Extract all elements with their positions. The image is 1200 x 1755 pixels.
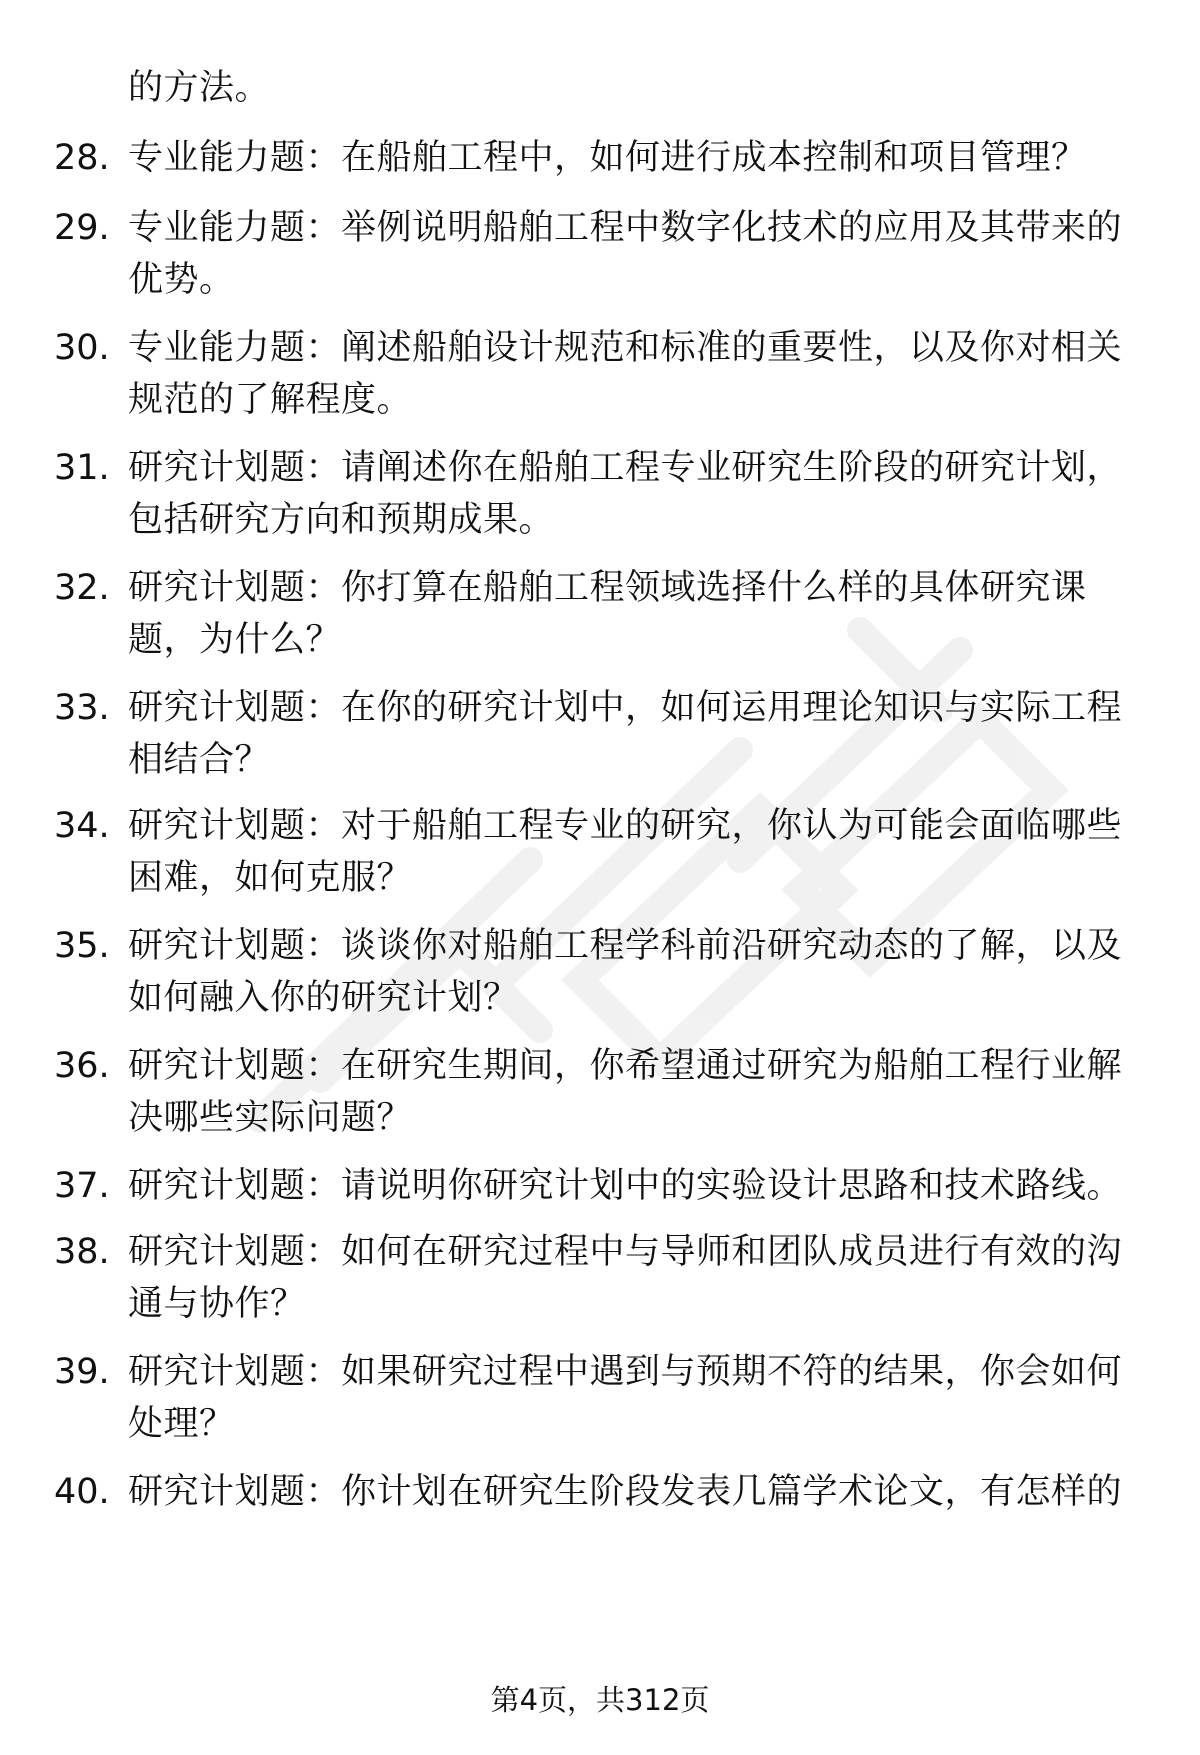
item-text: [128, 1226, 1148, 1330]
item-text-line: 处理？: [128, 1404, 235, 1444]
item-number: 31.: [54, 448, 110, 488]
item-number: 30.: [54, 328, 110, 368]
item-text: [128, 562, 1148, 666]
item-text-line: 困难，如何克服？: [128, 858, 413, 898]
item-number: 36.: [54, 1046, 110, 1086]
item-number: 39.: [54, 1352, 110, 1392]
item-text-line: 研究计划题：如果研究过程中遇到与预期不符的结果，你会如何: [128, 1352, 1123, 1392]
item-number: 32.: [54, 568, 110, 608]
item-number: 33.: [54, 688, 110, 728]
item-text: [128, 202, 1148, 306]
item-text-line: 专业能力题：阐述船舶设计规范和标准的重要性，以及你对相关: [128, 328, 1123, 368]
item-number: 28.: [54, 138, 110, 178]
item-number: 29.: [54, 208, 110, 248]
item-number: 38.: [54, 1232, 110, 1272]
item-text: [128, 682, 1148, 786]
item-text: [128, 322, 1148, 426]
item-text-line: 优势。: [128, 260, 235, 300]
item-text-line: 研究计划题：在你的研究计划中，如何运用理论知识与实际工程: [128, 688, 1123, 728]
item-text: [128, 1160, 1148, 1212]
item-text-line: 规范的了解程度。: [128, 380, 413, 420]
item-text: [128, 442, 1148, 546]
item-number: 37.: [54, 1166, 110, 1206]
item-number: 35.: [54, 926, 110, 966]
item-text: [128, 1040, 1148, 1144]
item-text-line: 专业能力题：在船舶工程中，如何进行成本控制和项目管理？: [128, 138, 1087, 178]
item-text-line: 研究计划题：对于船舶工程专业的研究，你认为可能会面临哪些: [128, 806, 1123, 846]
item-text: [128, 800, 1148, 904]
item-text-line: 包括研究方向和预期成果。: [128, 500, 555, 540]
item-text: [128, 132, 1148, 184]
item-text-line: 专业能力题：举例说明船舶工程中数字化技术的应用及其带来的: [128, 208, 1123, 248]
item-text-line: 相结合？: [128, 740, 271, 780]
item-text-line: 研究计划题：谈谈你对船舶工程学科前沿研究动态的了解，以及: [128, 926, 1123, 966]
item-text-line: 如何融入你的研究计划？: [128, 978, 519, 1018]
item-text-line: 题，为什么？: [128, 620, 342, 660]
item-text-line: 通与协作？: [128, 1284, 306, 1324]
item-text: [128, 1346, 1148, 1450]
item-text-line: 研究计划题：请说明你研究计划中的实验设计思路和技术路线。: [128, 1166, 1123, 1206]
item-text-line: 研究计划题：你打算在船舶工程领域选择什么样的具体研究课: [128, 568, 1087, 608]
item-number: 40.: [54, 1472, 110, 1512]
item-text: [128, 920, 1148, 1024]
item-text-line: 决哪些实际问题？: [128, 1098, 413, 1138]
item-text-line: 研究计划题：在研究生期间，你希望通过研究为船舶工程行业解: [128, 1046, 1123, 1086]
item-number: 34.: [54, 806, 110, 846]
item-text-line: 研究计划题：请阐述你在船舶工程专业研究生阶段的研究计划，: [128, 448, 1123, 488]
item-text-line: 研究计划题：你计划在研究生阶段发表几篇学术论文，有怎样的: [128, 1472, 1123, 1512]
item-text: [128, 1466, 1148, 1518]
page-footer: 第4页，共312页: [490, 1683, 710, 1717]
item-text-line: 研究计划题：如何在研究过程中与导师和团队成员进行有效的沟: [128, 1232, 1123, 1272]
continuation-text: 的方法。: [128, 68, 271, 108]
